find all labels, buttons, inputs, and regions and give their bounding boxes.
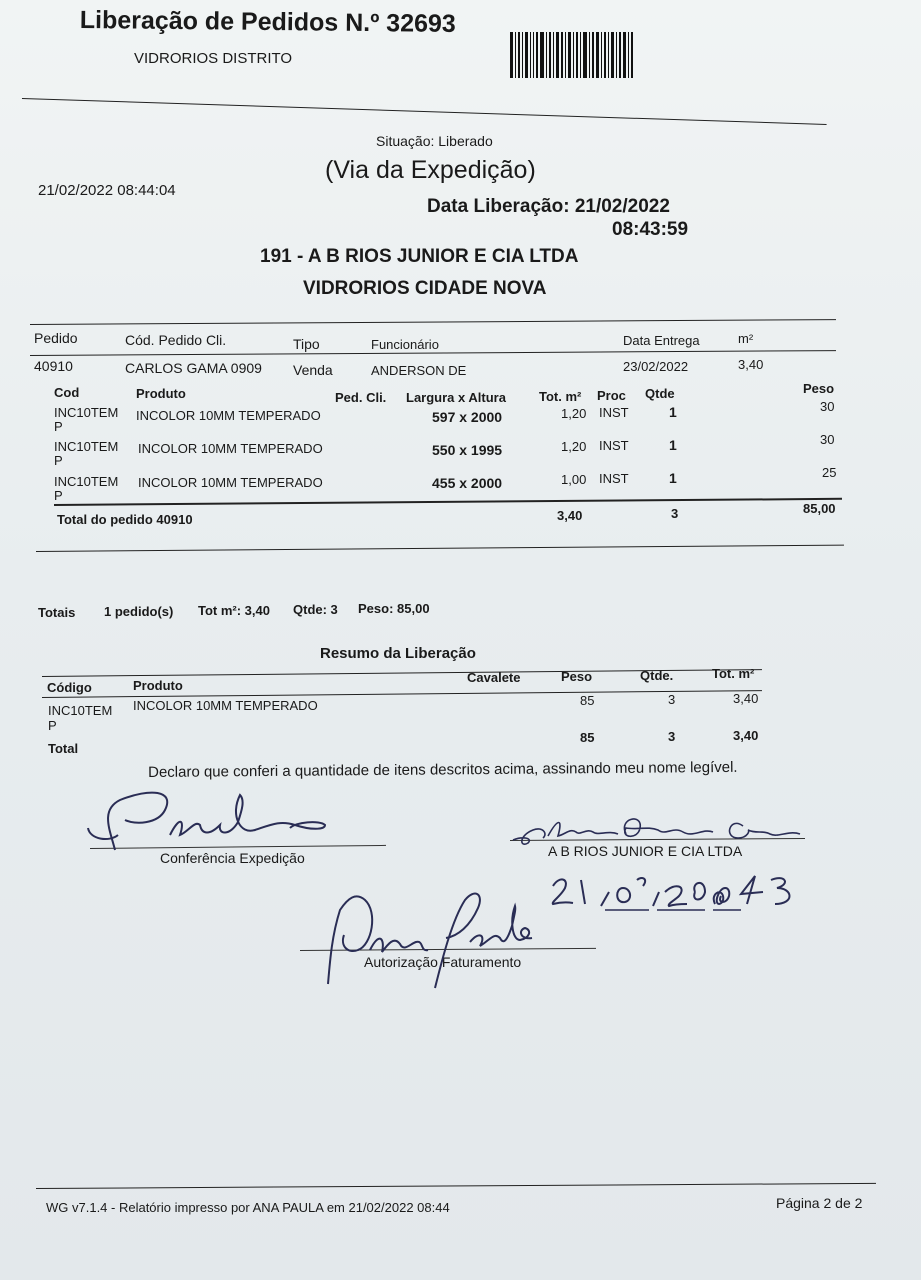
totals-label: Totais [38,605,76,620]
company-name: VIDRORIOS DISTRITO [134,50,293,67]
item-dimensions: 597 x 2000 [432,409,503,425]
document-title: Liberação de Pedidos N.º 32693 [79,6,456,38]
client-order-code: CARLOS GAMA 0909 [125,360,262,376]
employee-name: ANDERSON DE [371,363,467,378]
store-name: VIDRORIOS CIDADE NOVA [303,278,547,299]
item-code: INC10TEM [54,439,119,454]
item-dimensions: 455 x 2000 [432,475,503,491]
item-product: INCOLOR 10MM TEMPERADO [138,441,323,456]
item-code-continuation: P [54,488,63,503]
summary-total-label: Total [48,741,79,756]
summary-col-codigo: Código [47,680,92,695]
items-total-rule [54,498,842,506]
totals-m2: Tot m²: 3,40 [198,603,270,618]
summary-col-produto: Produto [133,678,183,693]
declaration-text: Declaro que conferi a quantidade de itens descritos acima, assinando meu nome legível. [148,758,738,781]
conferencia-label: Conferência Expedição [160,850,305,866]
item-code-continuation: P [54,453,63,468]
summary-title: Resumo da Liberação [320,645,476,662]
item-proc: INST [599,471,629,486]
summary-col-tot-m2: Tot. m² [712,666,755,681]
col-header-tipo: Tipo [293,336,320,352]
summary-col-peso: Peso [561,669,593,684]
item-tot-m2: 1,20 [561,439,587,454]
item-code: INC10TEM [54,405,119,420]
item-tot-m2: 1,00 [561,472,587,487]
col-header-cod-pedido-cli: Cód. Pedido Cli. [125,332,227,348]
footer-rule [36,1183,876,1189]
situation-status: Situação: Liberado [376,133,493,149]
item-peso: 25 [822,465,837,480]
summary-col-cavalete: Cavalete [467,670,521,685]
release-date: Data Liberação: 21/02/2022 [427,196,670,217]
order-total-qtde: 3 [671,506,679,521]
item-qtde: 1 [669,470,677,486]
summary-peso: 85 [580,693,595,708]
order-m2: 3,40 [738,357,764,372]
items-col-peso: Peso [803,381,835,396]
col-header-funcionario: Funcionário [371,337,439,352]
totals-orders-count: 1 pedido(s) [104,604,174,619]
items-col-cod: Cod [54,385,80,400]
items-col-proc: Proc [597,388,626,403]
item-proc: INST [599,405,629,420]
summary-total-peso: 85 [580,730,595,745]
order-total-m2: 3,40 [557,508,583,523]
items-bottom-rule [36,545,844,552]
item-product: INCOLOR 10MM TEMPERADO [138,475,323,490]
col-header-m2: m² [738,331,754,346]
col-header-data-entrega: Data Entrega [623,333,700,348]
order-type: Venda [293,362,333,378]
summary-code: INC10TEM [48,703,113,718]
summary-total-qtde: 3 [668,729,676,744]
summary-tot-m2: 3,40 [733,691,759,706]
client-name: 191 - A B RIOS JUNIOR E CIA LTDA [260,246,579,267]
copy-type: (Via da Expedição) [325,156,536,184]
item-code: INC10TEM [54,474,119,489]
item-dimensions: 550 x 1995 [432,442,503,458]
item-proc: INST [599,438,629,453]
handwritten-date [545,868,805,916]
item-tot-m2: 1,20 [561,406,587,421]
items-col-ped-cli: Ped. Cli. [335,390,387,405]
summary-code-continuation: P [48,718,57,733]
summary-qtde: 3 [668,692,676,707]
delivery-date: 23/02/2022 [623,359,689,374]
order-total-label: Total do pedido 40910 [57,512,193,527]
items-col-dimensions: Largura x Altura [406,390,506,405]
autorizacao-handwritten-signature [320,880,550,992]
printed-datetime: 21/02/2022 08:44:04 [38,182,176,199]
totals-peso: Peso: 85,00 [358,601,430,616]
order-table-top-rule [30,319,836,325]
item-qtde: 1 [669,437,677,453]
summary-product: INCOLOR 10MM TEMPERADO [133,698,318,713]
autorizacao-label: Autorização Faturamento [364,954,522,970]
conferencia-handwritten-signature [80,780,340,860]
item-product: INCOLOR 10MM TEMPERADO [136,408,321,423]
barcode [510,32,648,78]
item-code-continuation: P [54,419,63,434]
totals-qtde: Qtde: 3 [293,602,338,617]
order-number: 40910 [34,358,73,374]
summary-total-tot-m2: 3,40 [733,728,759,743]
client-signature-label: A B RIOS JUNIOR E CIA LTDA [548,843,743,859]
client-handwritten-signature [508,808,808,848]
order-total-peso: 85,00 [803,501,836,516]
header-divider [22,98,827,125]
footer-print-info: WG v7.1.4 - Relatório impresso por ANA PAULA em 21/02/2022 08:44 [46,1200,450,1215]
items-col-produto: Produto [136,386,186,401]
summary-col-qtde: Qtde. [640,668,674,683]
item-peso: 30 [820,432,835,447]
footer-page-number: Página 2 de 2 [776,1195,863,1211]
release-time: 08:43:59 [612,219,689,240]
item-qtde: 1 [669,404,677,420]
col-header-pedido: Pedido [34,330,78,346]
item-peso: 30 [820,399,835,414]
items-col-tot-m2: Tot. m² [539,389,582,404]
items-col-qtde: Qtde [645,386,675,401]
